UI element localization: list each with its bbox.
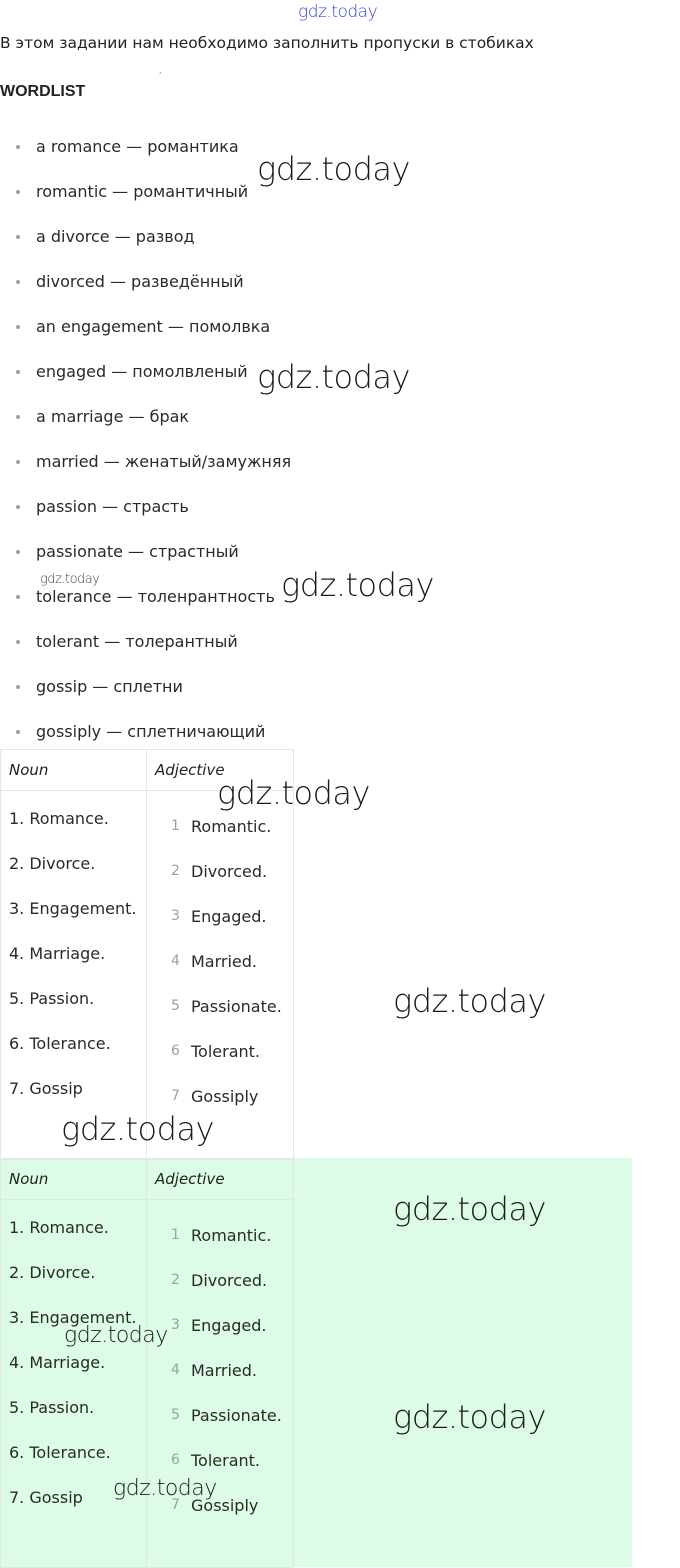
adjective-number: 5 (171, 998, 180, 1014)
adjective-text: Passionate. (191, 997, 282, 1016)
adjective-text: Married. (191, 1361, 258, 1380)
adjective-list (147, 791, 293, 1119)
noun-item: 5. Passion. (9, 1398, 95, 1417)
watermark: gdz.today (61, 1110, 214, 1148)
wordlist-item: an engagement — помолвка (0, 304, 291, 349)
watermark: gdz.today (393, 1190, 546, 1228)
watermark: gdz.today (393, 982, 546, 1020)
adjective-text: Tolerant. (191, 1042, 261, 1061)
noun-item: 2. Divorce. (9, 854, 96, 873)
noun-item: 4. Marriage. (9, 944, 106, 963)
adjective-cell (147, 1200, 294, 1568)
adjective-number: 2 (171, 863, 180, 879)
adjective-item (147, 894, 293, 939)
adjective-text: Engaged. (191, 907, 267, 926)
noun-item: 7. Gossip (9, 1488, 83, 1507)
noun-header: Noun (1, 1159, 147, 1200)
noun-item: 6. Tolerance. (9, 1034, 111, 1053)
adjective-text: Divorced. (191, 1271, 268, 1290)
adjective-text: Engaged. (191, 1316, 267, 1335)
watermark: gdz.today (257, 150, 410, 188)
noun-list (1, 1200, 146, 1520)
adjective-header: Adjective (147, 750, 294, 791)
wordlist-title: WORDLIST (0, 83, 86, 100)
noun-item: 4. Marriage. (9, 1353, 106, 1372)
noun-item: 6. Tolerance. (9, 1443, 111, 1462)
watermark: gdz.today (257, 358, 410, 396)
watermark: gdz.today (281, 566, 434, 604)
adjective-number: 5 (171, 1407, 180, 1423)
adjective-text: Passionate. (191, 1406, 282, 1425)
top-watermark: gdz.today (298, 2, 378, 22)
adjective-number: 7 (171, 1497, 180, 1513)
wordlist-item: a divorce — развод (0, 214, 291, 259)
adjective-number: 2 (171, 1272, 180, 1288)
answer-table (0, 1158, 294, 1568)
wordlist-item: passion — страсть (0, 484, 291, 529)
wordlist-item: engaged — помолвленый (0, 349, 291, 394)
wordlist-item: a marriage — брак (0, 394, 291, 439)
intro-tick: , (159, 66, 162, 75)
adjective-item (147, 1393, 293, 1438)
adjective-text: Gossiply (191, 1496, 259, 1515)
watermark: gdz.today (393, 1398, 546, 1436)
noun-item: 1. Romance. (9, 1218, 109, 1237)
adjective-number: 6 (171, 1452, 180, 1468)
adjective-item (147, 1303, 293, 1348)
adjective-text: Married. (191, 952, 258, 971)
adjective-item (147, 984, 293, 1029)
adjective-item (147, 1258, 293, 1303)
noun-item: 3. Engagement. (9, 1308, 137, 1327)
wordlist (0, 124, 291, 754)
wordlist-item: passionate — страстный (0, 529, 291, 574)
wordlist-item: tolerant — толерантный (0, 619, 291, 664)
adjective-text: Divorced. (191, 862, 268, 881)
wordlist-item: gossip — сплетни (0, 664, 291, 709)
adjective-number: 1 (171, 818, 180, 834)
adjective-text: Gossiply (191, 1087, 259, 1106)
adjective-number: 4 (171, 1362, 180, 1378)
adjective-number: 1 (171, 1227, 180, 1243)
wordlist-item: a romance — романтика (0, 124, 291, 169)
adjective-number: 6 (171, 1043, 180, 1059)
wordlist-item: divorced — разведённый (0, 259, 291, 304)
adjective-text: Romantic. (191, 817, 272, 836)
watermark: gdz.today (113, 1476, 217, 1501)
wordlist-item: gossiply — сплетничающий (0, 709, 291, 754)
wordlist-item: married — женатый/замужняя (0, 439, 291, 484)
adjective-text: Tolerant. (191, 1451, 261, 1470)
noun-item: 3. Engagement. (9, 899, 137, 918)
noun-item: 7. Gossip (9, 1079, 83, 1098)
adjective-item (147, 1213, 293, 1258)
watermark: gdz.today (217, 774, 370, 812)
noun-item: 2. Divorce. (9, 1263, 96, 1282)
adjective-item (147, 1029, 293, 1074)
wordlist-item: romantic — романтичный (0, 169, 291, 214)
watermark: gdz.today (64, 1323, 168, 1348)
adjective-item (147, 849, 293, 894)
noun-cell (1, 1200, 147, 1568)
noun-list (1, 791, 146, 1111)
adjective-item (147, 939, 293, 984)
noun-header: Noun (1, 750, 147, 791)
adjective-header: Adjective (147, 1159, 294, 1200)
noun-item: 1. Romance. (9, 809, 109, 828)
watermark: gdz.today (40, 572, 100, 587)
adjective-number: 7 (171, 1088, 180, 1104)
intro-text: В этом задании нам необходимо заполнить пропуски в стобиках (0, 34, 534, 52)
adjective-number: 4 (171, 953, 180, 969)
adjective-cell (147, 791, 294, 1160)
adjective-number: 3 (171, 908, 180, 924)
adjective-text: Romantic. (191, 1226, 272, 1245)
noun-item: 5. Passion. (9, 989, 95, 1008)
wordlist-item: tolerance — толенрантность (0, 574, 291, 619)
adjective-item (147, 1348, 293, 1393)
noun-cell (1, 791, 147, 1160)
adjective-number: 3 (171, 1317, 180, 1333)
